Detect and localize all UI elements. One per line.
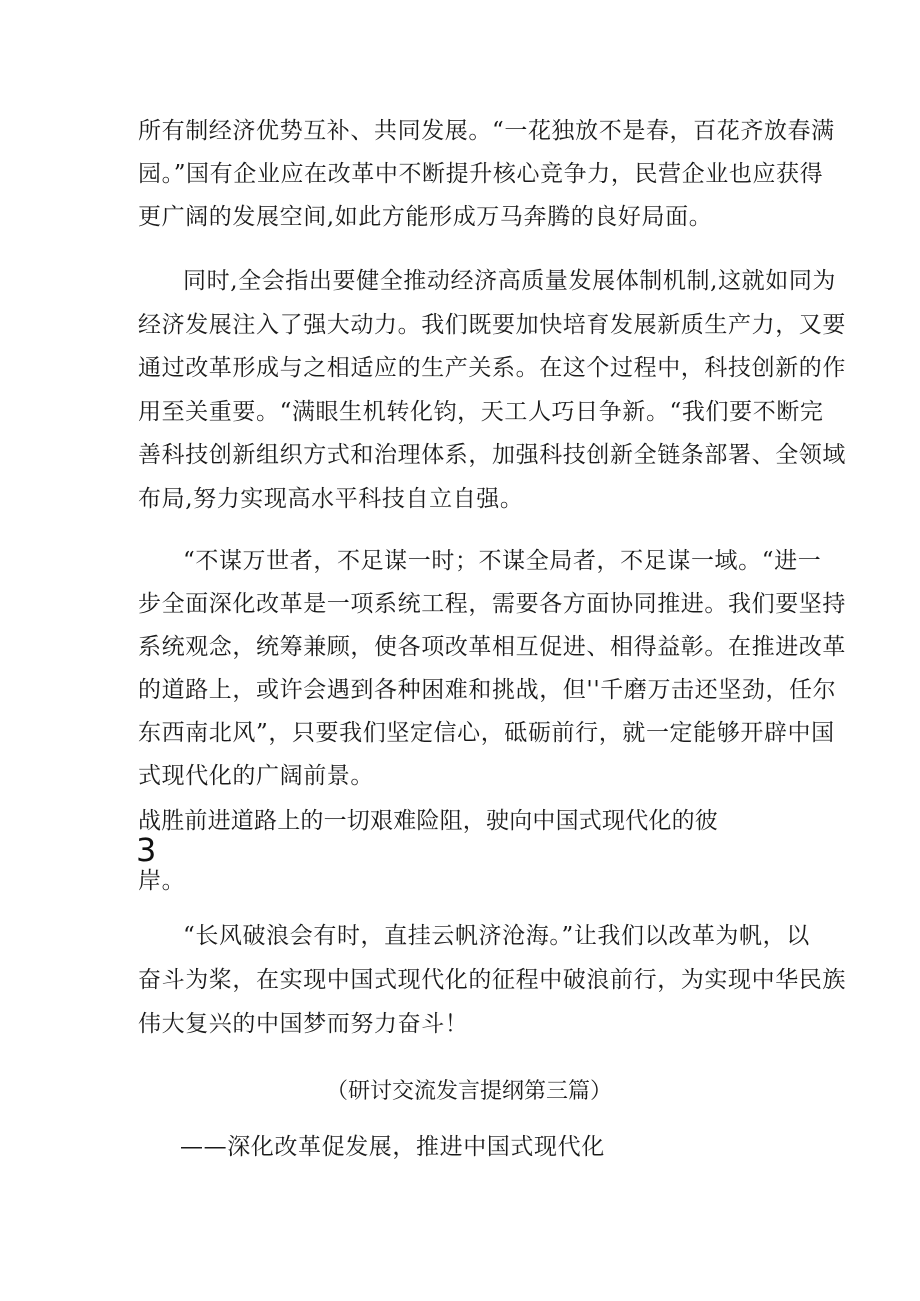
paragraph-4-line-1: “长风破浪会有时，直挂云帆济沧海。”让我们以改革为帆，以 xyxy=(183,923,810,949)
page-number: 3 xyxy=(136,831,157,869)
paragraph-3-line-6: 式现代化的广阔前景。 xyxy=(138,763,374,789)
paragraph-3-line-2: 步全面深化改革是一项系统工程，需要各方面协同推进。我们要坚持 xyxy=(138,591,846,617)
subtitle: ——深化改革促发展，推进中国式现代化 xyxy=(180,1134,605,1160)
paragraph-3-line-3: 系统观念，统筹兼顾，使各项改革相互促进、相得益彰。在推进改革 xyxy=(138,634,846,660)
paragraph-3-line-1: “不谋万世者，不足谋一时；不谋全局者，不足谋一域。“进一 xyxy=(183,548,822,574)
paragraph-2-line-5: 善科技创新组织方式和治理体系，加强科技创新全链条部署、全领域 xyxy=(138,442,846,468)
paragraph-2-line-2: 经济发展注入了强大动力。我们既要加快培育发展新质生产力，又要 xyxy=(138,312,846,338)
paragraph-1-line-3: 更广阔的发展空间,如此方能形成万马奔腾的良好局面。 xyxy=(138,204,713,230)
paragraph-4-line-3: 伟大复兴的中国梦而努力奋斗！ xyxy=(138,1011,469,1037)
paragraph-3-line-5: 东西南北风”，只要我们坚定信心，砥砺前行，就一定能够开辟中国 xyxy=(138,720,835,746)
paragraph-1-line-1: 所有制经济优势互补、共同发展。“一花独放不是春，百花齐放春满 xyxy=(138,118,835,144)
paragraph-3-line-4: 的道路上，或许会遇到各种困难和挑战，但''千磨万击还坚劲，任尔 xyxy=(138,677,837,703)
paragraph-2-line-4: 用至关重要。“满眼生机转化钧，天工人巧日争新。“我们要不断完 xyxy=(138,399,824,425)
fragment-line: 战胜前进道路上的一切艰难险阻，驶向中国式现代化的彼 xyxy=(138,808,718,834)
paragraph-2-line-3: 通过改革形成与之相适应的生产关系。在这个过程中，科技创新的作 xyxy=(138,355,846,381)
paragraph-2-line-1: 同时,全会指出要健全推动经济高质量发展体制机制,这就如同为 xyxy=(183,268,837,294)
paragraph-1-line-2: 园。”国有企业应在改革中不断提升核心竞争力，民营企业也应获得 xyxy=(138,161,824,187)
fragment-tail: 岸。 xyxy=(138,868,186,894)
paragraph-4-line-2: 奋斗为桨，在实现中国式现代化的征程中破浪前行，为实现中华民族 xyxy=(138,967,846,993)
section-heading: （研讨交流发言提纲第三篇） xyxy=(326,1079,613,1104)
paragraph-2-line-6: 布局,努力实现高水平科技自立自强。 xyxy=(138,486,524,512)
